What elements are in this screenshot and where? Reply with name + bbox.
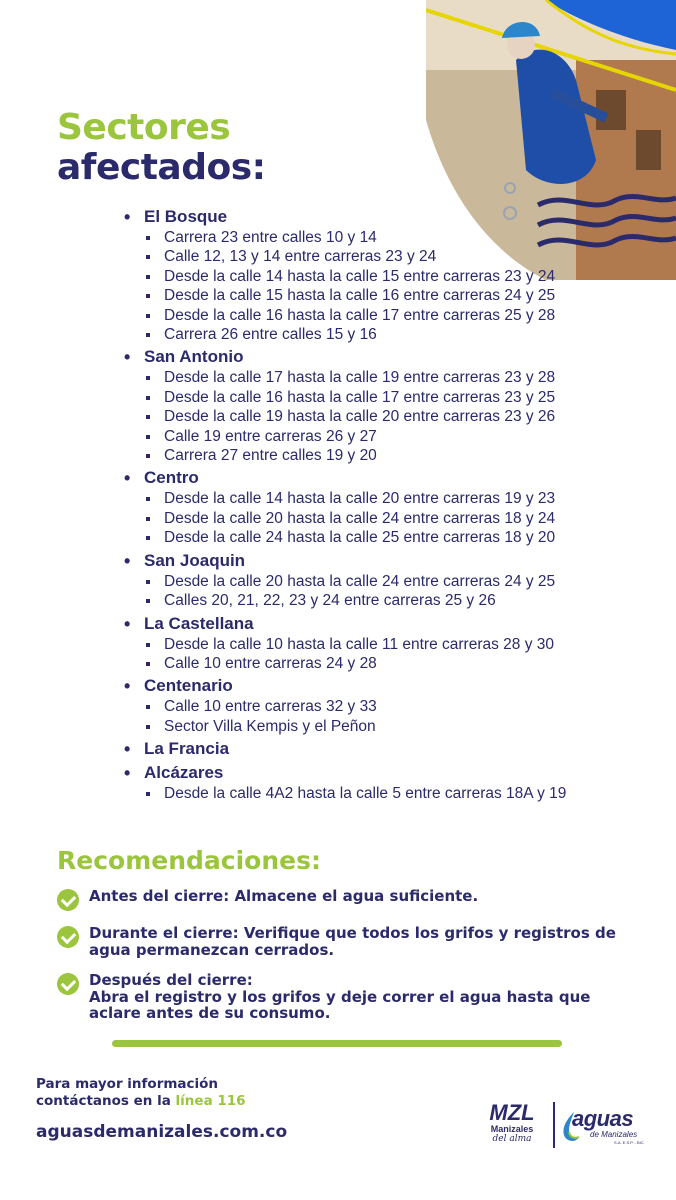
check-circle-icon: [57, 926, 79, 948]
street-list: [124, 697, 574, 736]
sector-name: • Alcázares: [124, 762, 574, 784]
street-item: Desde la calle 19 hasta la calle 20 entre carreras 23 y 26: [144, 407, 574, 426]
sector-name: • Centro: [124, 467, 574, 489]
sector-name: • La Francia: [124, 738, 574, 760]
street-item: Calle 10 entre carreras 32 y 33: [144, 697, 574, 716]
title-line-2: afectados:: [57, 147, 266, 188]
street-list: [124, 368, 574, 465]
street-item: Sector Villa Kempis y el Peñon: [144, 717, 574, 736]
recommendation-text: Durante el cierre: Verifique que todos los grifos y registros de agua permanezcan cerrados.: [89, 924, 616, 959]
sector-item: [124, 762, 574, 803]
street-item: Calle 12, 13 y 14 entre carreras 23 y 24: [144, 247, 574, 266]
street-item: Calles 20, 21, 22, 23 y 24 entre carreras 25 y 26: [144, 591, 574, 610]
aguas-logo-sub: de Manizales: [590, 1130, 638, 1139]
recommendation-item: [57, 888, 637, 911]
logo-separator: [553, 1102, 555, 1148]
mzl-logo-main: MZL: [489, 1100, 535, 1125]
contact-line-2-prefix: contáctanos en la: [36, 1093, 176, 1109]
street-item: Desde la calle 15 hasta la calle 16 entre carreras 24 y 25: [144, 286, 574, 305]
divider: [112, 1040, 562, 1047]
page-title: [57, 108, 266, 188]
sector-item: [124, 613, 574, 674]
check-circle-icon: [57, 973, 79, 995]
street-item: Desde la calle 14 hasta la calle 20 entre carreras 19 y 23: [144, 489, 574, 508]
contact-line-2: [36, 1093, 246, 1110]
sector-name: • San Antonio: [124, 346, 574, 368]
street-item: Carrera 27 entre calles 19 y 20: [144, 446, 574, 465]
street-item: Desde la calle 16 hasta la calle 17 entre carreras 25 y 28: [144, 306, 574, 325]
street-item: Desde la calle 16 hasta la calle 17 entre carreras 23 y 25: [144, 388, 574, 407]
website-link[interactable]: aguasdemanizales.com.co: [36, 1122, 288, 1142]
sector-item: [124, 738, 574, 760]
mzl-logo-tagline: del alma: [492, 1134, 532, 1144]
sector-item: [124, 346, 574, 465]
sector-name: • Centenario: [124, 675, 574, 697]
street-item: Carrera 26 entre calles 15 y 16: [144, 325, 574, 344]
street-item: Desde la calle 24 hasta la calle 25 entre carreras 18 y 20: [144, 528, 574, 547]
aguas-logo: [560, 1104, 650, 1148]
sector-name: • El Bosque: [124, 206, 574, 228]
recommendation-item: [57, 925, 637, 958]
aguas-logo-suffix: S.A. E.S.P. - BIC: [614, 1140, 644, 1145]
sector-item: [124, 467, 574, 547]
recommendations-title: Recomendaciones:: [57, 846, 321, 875]
street-list: [124, 572, 574, 611]
title-line-1: Sectores: [57, 107, 231, 148]
street-item: Desde la calle 20 hasta la calle 24 entre carreras 18 y 24: [144, 509, 574, 528]
street-item: Carrera 23 entre calles 10 y 14: [144, 228, 574, 247]
street-item: Desde la calle 14 hasta la calle 15 entre carreras 23 y 24: [144, 267, 574, 286]
street-item: Desde la calle 10 hasta la calle 11 entre carreras 28 y 30: [144, 635, 574, 654]
aguas-logo-main: aguas: [572, 1106, 634, 1131]
street-item: Calle 10 entre carreras 24 y 28: [144, 654, 574, 673]
sector-item: [124, 550, 574, 611]
street-list: [124, 228, 574, 344]
recommendation-text: Antes del cierre: Almacene el agua suficiente.: [89, 887, 479, 905]
street-list: [124, 635, 574, 674]
recommendations-list: [57, 888, 637, 1036]
sector-item: [124, 206, 574, 344]
recommendation-text: Después del cierre: Abra el registro y los grifos y deje correr el agua hasta que aclare antes de su consumo.: [89, 971, 591, 1022]
street-item: Desde la calle 4A2 hasta la calle 5 entre carreras 18A y 19: [144, 784, 574, 803]
street-list: [124, 784, 574, 803]
street-list: [124, 489, 574, 547]
street-item: Calle 19 entre carreras 26 y 27: [144, 427, 574, 446]
contact-line-1: Para mayor información: [36, 1076, 219, 1092]
check-circle-icon: [57, 889, 79, 911]
street-item: Desde la calle 17 hasta la calle 19 entre carreras 23 y 28: [144, 368, 574, 387]
recommendation-item: [57, 972, 637, 1022]
mzl-logo: [476, 1102, 548, 1150]
sector-list: [124, 206, 574, 806]
sector-name: • La Castellana: [124, 613, 574, 635]
mzl-logo-sub: Manizales: [490, 1124, 534, 1134]
street-item: Desde la calle 20 hasta la calle 24 entre carreras 24 y 25: [144, 572, 574, 591]
phone-line[interactable]: línea 116: [175, 1093, 246, 1109]
sector-item: [124, 675, 574, 736]
sector-name: • San Joaquin: [124, 550, 574, 572]
contact-info: [36, 1076, 246, 1110]
